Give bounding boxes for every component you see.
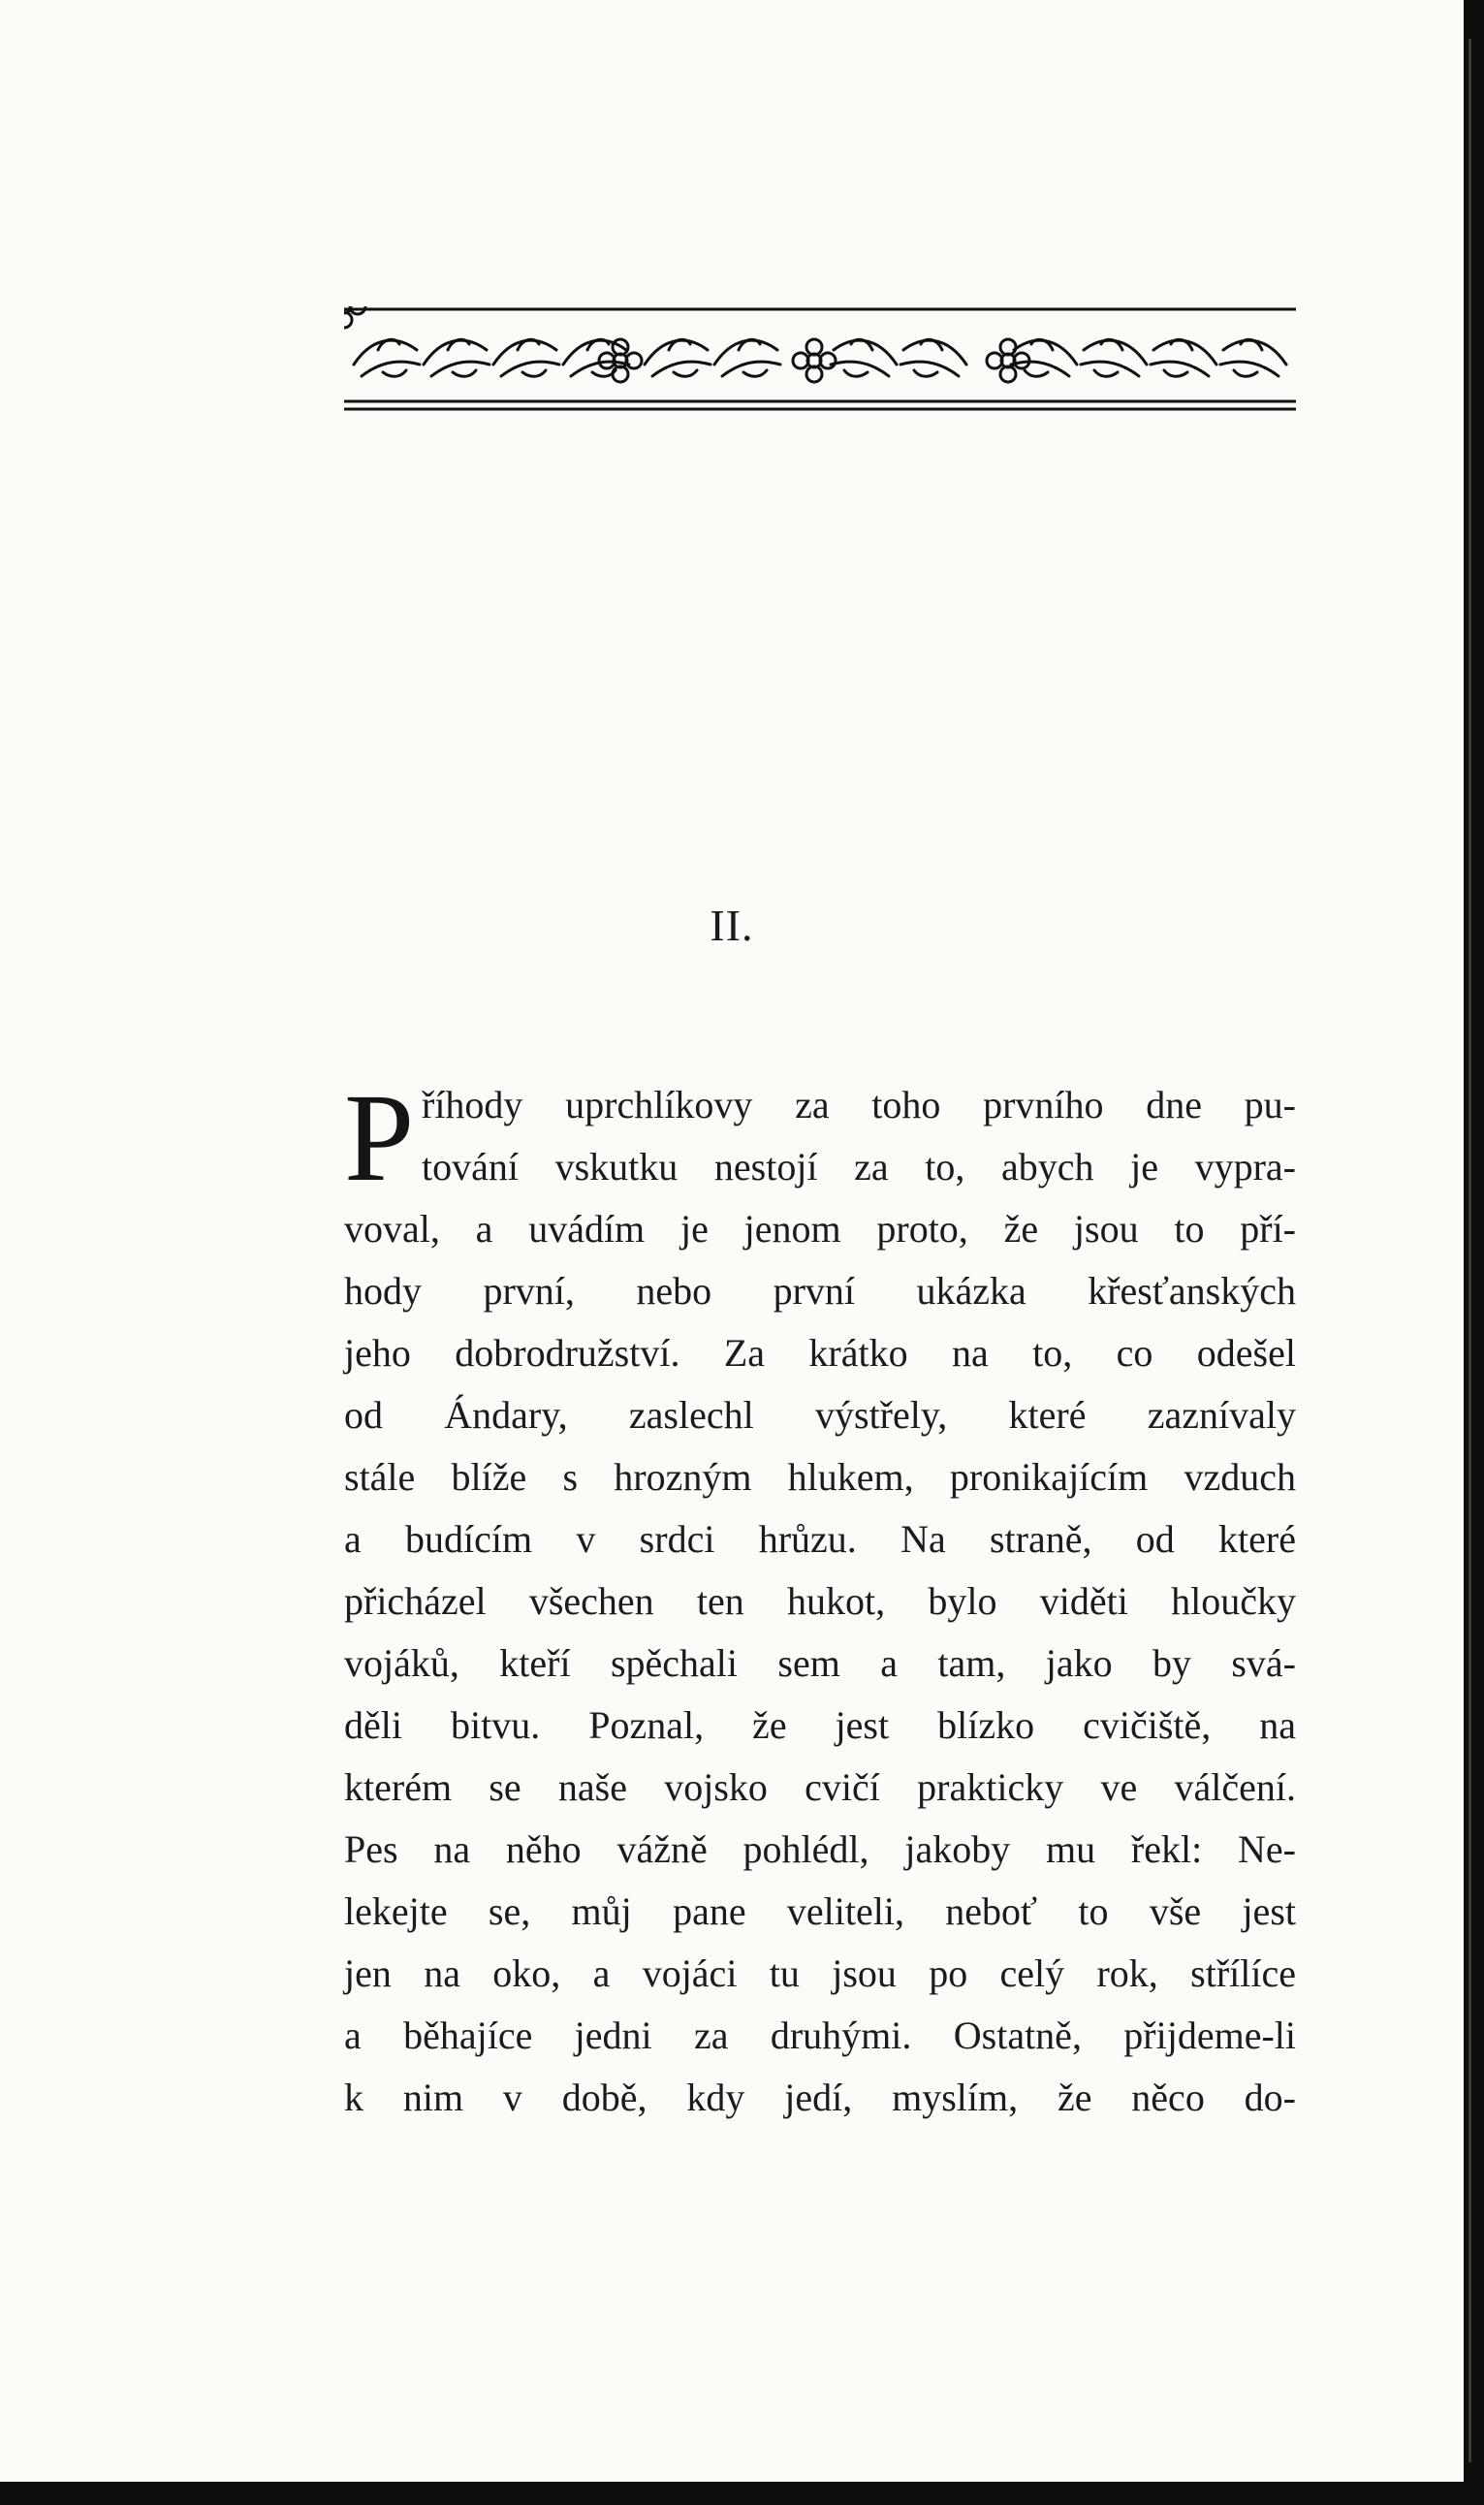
text-line: kterém se naše vojsko cvičí prakticky ve válčení. — [344, 1765, 1296, 1809]
text-line: stále blíže s hrozným hlukem, pronikajícím vzduch — [344, 1455, 1296, 1499]
chapter-number: II. — [710, 901, 754, 950]
text-line: říhody uprchlíkovy za toho prvního dne pu- — [422, 1083, 1296, 1126]
text-line: od Ándary, zaslechl výstřely, které zaznívaly — [344, 1393, 1296, 1437]
text-line: voval, a uvádím je jenom proto, že jsou to pří- — [344, 1207, 1296, 1251]
page-edge-line — [1468, 39, 1471, 2462]
text-line: děli bitvu. Poznal, že jest blízko cvičiště, na — [344, 1703, 1296, 1747]
text-line: přicházel všechen ten hukot, bylo viděti hloučky — [344, 1579, 1296, 1623]
floral-ornament-band — [344, 306, 1296, 415]
bottom-edge — [0, 2482, 1484, 2505]
drop-cap: P — [344, 1068, 415, 1208]
text-line: lekejte se, můj pane veliteli, neboť to vše jest — [344, 1889, 1296, 1933]
text-line: hody první, nebo první ukázka křesťanských — [344, 1269, 1296, 1313]
text-line: jeho dobrodružství. Za krátko na to, co odešel — [344, 1331, 1296, 1375]
text-line: vojáků, kteří spěchali sem a tam, jako by svá- — [344, 1641, 1296, 1685]
page-edge — [1464, 0, 1484, 2505]
text-line: tování vskutku nestojí za to, abych je vypra- — [422, 1145, 1296, 1189]
text-line: jen na oko, a vojáci tu jsou po celý rok, střílíce — [344, 1951, 1296, 1995]
text-line: a budícím v srdci hrůzu. Na straně, od které — [344, 1517, 1296, 1561]
text-line: Pes na něho vážně pohlédl, jakoby mu řekl: Ne- — [344, 1827, 1296, 1871]
text-line: k nim v době, kdy jedí, myslím, že něco do- — [344, 2076, 1296, 2119]
body-text — [344, 1068, 1296, 2129]
text-line: a běhajíce jedni za druhými. Ostatně, přijdeme-li — [344, 2014, 1296, 2057]
